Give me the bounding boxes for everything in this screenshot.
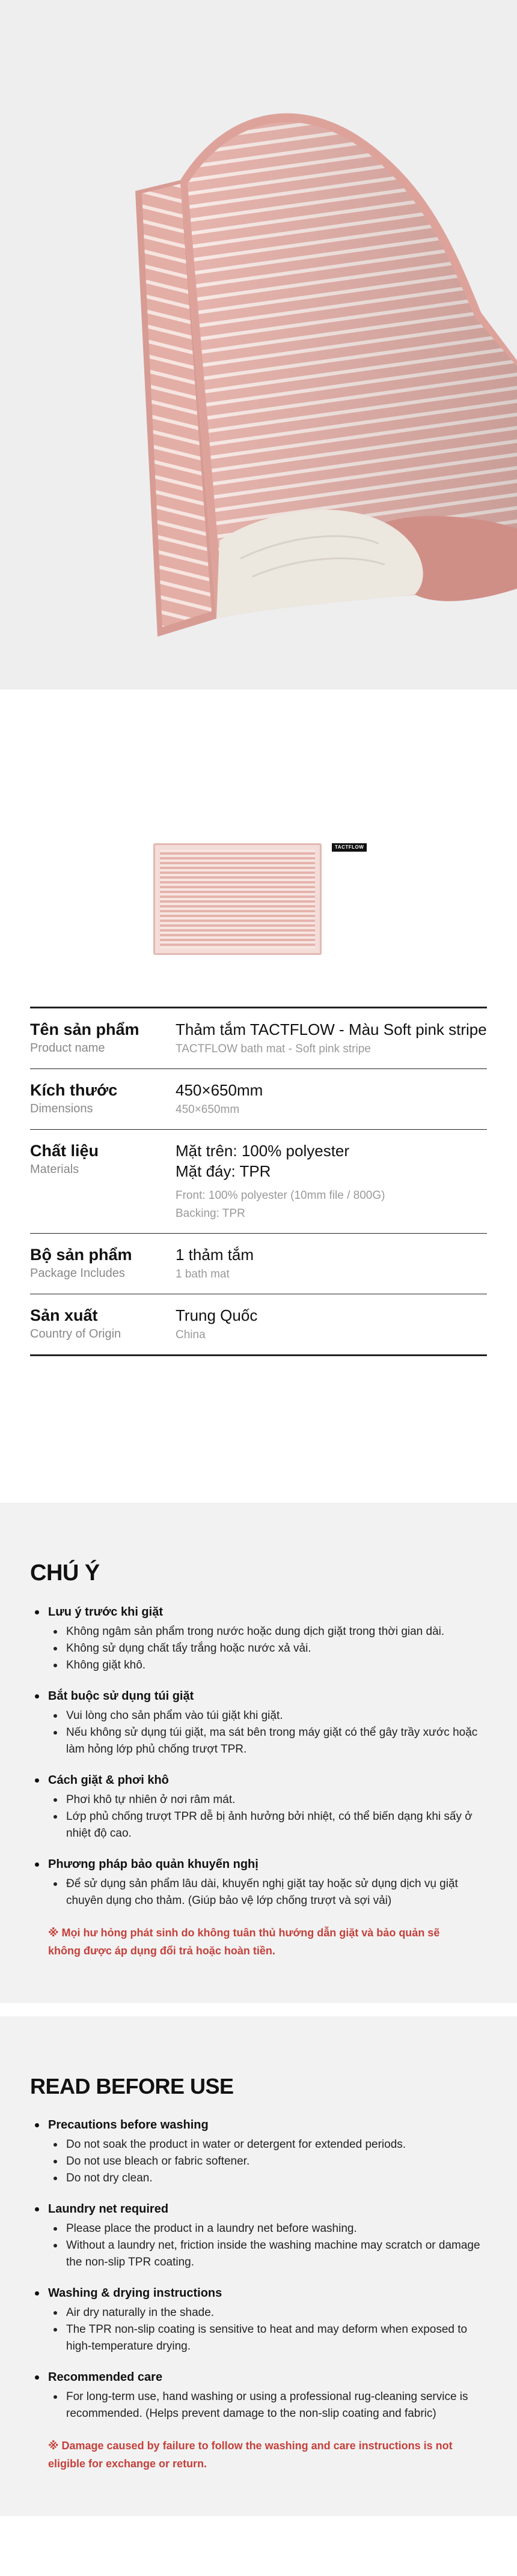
notice-section-heading: Cách giặt & phơi khô (30, 1771, 487, 1789)
spec-key-en: Package Includes (30, 1267, 125, 1280)
product-thumbnail-section (0, 689, 517, 1007)
spec-key-vi: Tên sản phẩm (30, 1020, 139, 1038)
spacer (0, 1356, 517, 1503)
spec-key-vi: Kích thước (30, 1081, 118, 1099)
rolled-bath-mat-illustration (0, 0, 517, 689)
notice-item: The TPR non-slip coating is sensitive to heat and may deform when exposed to high-temperature drying. (30, 2321, 487, 2355)
spec-value-en: China (176, 1329, 206, 1341)
spec-row-package (30, 1233, 487, 1294)
stripe-pattern (160, 850, 315, 948)
notice-item: Không sử dụng chất tẩy trắng hoặc nước xả vải. (30, 1640, 487, 1657)
spec-value-en: TACTFLOW bath mat - Soft pink stripe (176, 1043, 371, 1055)
section-divider (0, 2003, 517, 2016)
notice-section-heading: Precautions before washing (30, 2116, 487, 2134)
bath-mat-thumbnail (153, 843, 322, 955)
notice-section (30, 2284, 487, 2355)
notice-section (30, 2200, 487, 2271)
notice-item: Air dry naturally in the shade. (30, 2305, 487, 2321)
notice-vietnamese (0, 1503, 517, 2003)
spec-value-vi: Mặt trên: 100% polyester (176, 1142, 350, 1160)
notice-section (30, 1771, 487, 1842)
notice-item: Lớp phủ chống trượt TPR dễ bị ảnh hưởng bởi nhiệt, có thể biến dạng khi sấy ở nhiệt độ cao. (30, 1808, 487, 1842)
spec-key-en: Product name (30, 1041, 105, 1055)
notice-item: Without a laundry net, friction inside the washing machine may scratch or damage the non-slip TPR coating. (30, 2237, 487, 2271)
notice-section-heading: Phương pháp bảo quản khuyến nghị (30, 1855, 487, 1873)
notice-section-heading: Lưu ý trước khi giặt (30, 1603, 487, 1621)
notice-warning: ※ Mọi hư hỏng phát sinh do không tuân thủ hướng dẫn giặt và bảo quản sẽ không được áp dụng đổi trả hoặc hoàn tiền. (48, 1927, 440, 1957)
notice-section (30, 2368, 487, 2422)
spec-value-vi: 1 thảm tắm (176, 1246, 254, 1264)
notice-english (0, 2016, 517, 2516)
spec-value-en: 1 bath mat (176, 1268, 230, 1280)
spec-key-vi: Bộ sản phẩm (30, 1246, 132, 1264)
notice-item: Nếu không sử dụng túi giặt, ma sát bên trong máy giặt có thể gây trầy xước hoặc làm hỏng lớp phủ chống trượt TPR. (30, 1724, 487, 1758)
notice-title: CHÚ Ý (30, 1560, 100, 1586)
notice-section-heading: Laundry net required (30, 2200, 487, 2218)
spec-key-vi: Sản xuất (30, 1306, 98, 1324)
notice-item: Để sử dụng sản phẩm lâu dài, khuyến nghị giặt tay hoặc sử dụng dịch vụ giặt chuyên dụng cho thảm. (Giúp bảo vệ lớp chống trượt và sợi vải) (30, 1876, 487, 1909)
spec-key-en: Dimensions (30, 1102, 93, 1115)
notice-section (30, 2116, 487, 2187)
notice-item: Do not soak the product in water or detergent for extended periods. (30, 2136, 487, 2153)
spec-row-product-name (30, 1008, 487, 1068)
notice-item: Vui lòng cho sản phẩm vào túi giặt khi giặt. (30, 1708, 487, 1724)
spec-row-materials (30, 1129, 487, 1233)
spec-value-vi: Thảm tắm TACTFLOW - Màu Soft pink stripe (176, 1020, 487, 1038)
spec-value-vi: Trung Quốc (176, 1306, 258, 1324)
notice-item: Do not dry clean. (30, 2170, 487, 2187)
notice-title: READ BEFORE USE (30, 2074, 234, 2099)
notice-section-heading: Bắt buộc sử dụng túi giặt (30, 1687, 487, 1705)
notice-item: For long-term use, hand washing or using a professional rug-cleaning service is recommended. (Helps prevent damage to the non-slip coating and fabric) (30, 2389, 487, 2422)
hero-product-photo (0, 0, 517, 689)
notice-item: Phơi khô tự nhiên ở nơi râm mát. (30, 1792, 487, 1808)
notice-item: Do not use bleach or fabric softener. (30, 2153, 487, 2170)
spec-table (30, 1007, 487, 1356)
notice-warning: ※ Damage caused by failure to follow the washing and care instructions is not eligible for exchange or return. (48, 2440, 453, 2470)
notice-section-heading: Recommended care (30, 2368, 487, 2386)
notice-section (30, 1603, 487, 1674)
notice-section-heading: Washing & drying instructions (30, 2284, 487, 2302)
spec-key-en: Country of Origin (30, 1327, 121, 1341)
notice-section (30, 1855, 487, 1909)
spec-value-en-2: Backing: TPR (176, 1207, 245, 1220)
notice-item: Không giặt khô. (30, 1657, 487, 1674)
spec-key-en: Materials (30, 1163, 79, 1176)
spec-value-en: Front: 100% polyester (10mm file / 800G) (176, 1189, 385, 1202)
brand-tag: TACTFLOW (332, 843, 367, 852)
spec-value-vi-2: Mặt đáy: TPR (176, 1162, 271, 1180)
spec-row-dimensions (30, 1068, 487, 1129)
notice-item: Không ngâm sản phẩm trong nước hoặc dung dịch giặt trong thời gian dài. (30, 1623, 487, 1640)
spec-row-origin (30, 1294, 487, 1354)
spec-key-vi: Chất liệu (30, 1142, 99, 1160)
notice-section (30, 1687, 487, 1758)
spec-value-en: 450×650mm (176, 1103, 240, 1116)
notice-item: Please place the product in a laundry net before washing. (30, 2220, 487, 2237)
spec-value-vi: 450×650mm (176, 1081, 263, 1099)
